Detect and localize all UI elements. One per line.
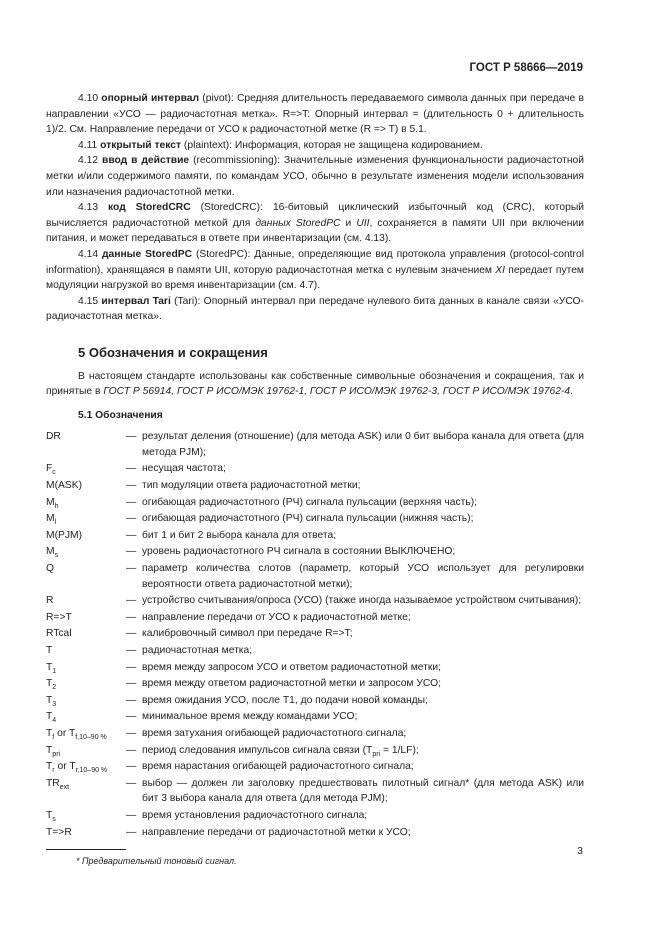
symbol-row (46, 429, 584, 460)
symbol: M(ASK) (46, 480, 83, 492)
symbol-dash: — (126, 645, 137, 656)
symbol-description: радиочастотная метка; (142, 645, 253, 656)
standard-header: ГОСТ Р 58666—2019 (469, 62, 583, 74)
symbol-row (46, 776, 584, 807)
term-name: открытый текст (100, 139, 182, 151)
symbol-row (46, 676, 584, 692)
symbol-row (46, 593, 584, 609)
symbol: $F_c$ (46, 463, 56, 477)
term-number: 4.15 (78, 295, 99, 307)
symbol-row (46, 478, 584, 494)
symbol: $T_s$ (46, 809, 56, 823)
symbol: M(PJM) (46, 529, 83, 541)
term-name: интервал Tari (101, 295, 171, 307)
symbol-description: бит 1 и бит 2 выбора канала для ответа; (142, 529, 337, 541)
symbol-dash: — (126, 463, 137, 475)
symbol-dash: — (126, 595, 137, 607)
symbol-dash: — (126, 529, 137, 541)
symbol-dash: — (126, 480, 137, 492)
term-paragraph (46, 200, 584, 247)
term-text: (StoredCRC): 16-битовый циклический избыточный код (CRC), который вычисляется радиочастотной меткой для (46, 202, 584, 229)
term-number: 4.14 (78, 248, 99, 260)
symbol-description: несущая частота; (142, 463, 226, 475)
page-content (46, 91, 584, 870)
term-text: (pivot): Средняя длительность передаваемого символа данных при передаче в направлении «УСО — радиочастотная метка». R=>T: Опорный интервал = (длительность 0 + длительность 1)/2. См. Направление передачи от УСО к радиочастотной метке (R => T) в 5.1. (46, 93, 584, 136)
symbol-description: период следования импульсов сигнала связи $(T_{pri} = 1/LF)$; (142, 744, 419, 758)
symbol: $TR_{ext}$ (46, 777, 70, 791)
symbol-row (46, 643, 584, 659)
symbol-description: время нарастания огибающей радиочастотного сигнала; (142, 761, 414, 773)
footnote-divider (46, 849, 126, 850)
symbol-description: направление передачи от УСО к радиочастотной метке; (142, 611, 411, 623)
symbol-row (46, 693, 584, 709)
symbol: T=>R (46, 826, 72, 838)
symbol: Q (46, 563, 55, 575)
symbol-description: огибающая радиочастотного (РЧ) сигнала пульсации (нижняя часть); (142, 513, 474, 525)
symbol-description: направление передачи от радиочастотной метки к УСО; (142, 826, 411, 838)
term-paragraph (46, 138, 584, 154)
symbol-description: время ожидания УСО, после T1, до подачи новой команды; (142, 694, 428, 706)
symbol-description: параметр количества слотов (параметр, который УСО использует для регулировки вероятности ответа радиочастотной метки); (142, 563, 584, 590)
symbol-row (46, 511, 584, 527)
symbol-description: калибровочный символ при передаче R=>T; (142, 628, 353, 640)
term-text: и (340, 217, 357, 229)
intro-text: В настоящем стандарте использованы как собственные символьные обозначения и сокращения, так и принятые в (46, 370, 584, 398)
symbol-dash: — (126, 761, 137, 773)
term-name: ввод в действие (101, 155, 190, 167)
symbol-row (46, 610, 584, 626)
symbol-row (46, 626, 584, 642)
intro-text: . (570, 386, 573, 398)
symbol: $T_1$ (46, 661, 57, 675)
subsection-title: 5.1 Обозначения (78, 409, 163, 421)
term-name: данные StoredPC (101, 248, 193, 260)
symbol-description: время установления радиочастотного сигнала; (142, 809, 368, 821)
symbol-dash: — (126, 711, 137, 723)
symbol: $T_f$ or $T_{f,10-90 \%}$ (46, 727, 107, 741)
symbol-dash: — (126, 628, 137, 640)
symbol-dash: — (126, 678, 137, 690)
symbol-description: время между запросом УСО и ответом радиочастотной метки; (142, 661, 441, 673)
term-name: опорный интервал (101, 93, 200, 104)
symbol-dash: — (126, 563, 137, 575)
symbol: R=>T (46, 611, 72, 623)
symbol-description: уровень радиочастотного РЧ сигнала в состоянии ВЫКЛЮЧЕНО; (142, 546, 456, 558)
symbol: $M_s$ (46, 546, 59, 560)
symbol-description: время между ответом радиочастотной метки и запросом УСО; (142, 678, 441, 690)
symbol-dash: — (126, 777, 137, 789)
term-paragraph (46, 294, 584, 325)
symbol-row (46, 495, 584, 511)
symbol-description: время затухания огибающей радиочастотного сигнала; (142, 727, 407, 739)
symbol-dash: — (126, 611, 137, 623)
term-text: передает путем модуляции нагрузкой во время инвентаризации (см. 4.7). (46, 264, 585, 292)
symbol-dash: — (126, 744, 137, 756)
term-number: 4.11 (78, 139, 98, 151)
section-intro (46, 369, 584, 400)
term-text: (plaintext): Информация, которая не защищена кодированием. (181, 139, 483, 151)
term-number: 4.10 (78, 93, 99, 104)
symbol-row (46, 461, 584, 477)
symbol-dash: — (126, 513, 137, 525)
symbol: DR (46, 431, 61, 443)
symbol-row (46, 709, 584, 725)
symbol-dash: — (126, 431, 137, 443)
symbol-dash: — (126, 496, 137, 508)
page-number: 3 (577, 845, 583, 857)
term-number: 4.13 (78, 202, 99, 214)
symbol: $T_r$ or $T_{r,10-90 \%}$ (46, 761, 108, 775)
symbol-description: минимальное время между командами УСО; (142, 711, 358, 723)
symbol-row (46, 561, 584, 592)
symbol-row (46, 726, 584, 742)
symbol: RTcal (46, 628, 72, 640)
term-text: (StoredPC): Данные, определяющие вид протокола управления (protocol-control information), хранящаяся в памяти UII, которую радиочастотная метка с нулевым значением (46, 248, 584, 276)
symbol: $T_4$ (46, 711, 57, 725)
symbol: $T_3$ (46, 694, 57, 708)
symbol-row (46, 528, 584, 544)
term-text-italic: UII (356, 217, 370, 229)
symbol-row (46, 808, 584, 824)
symbols-list (46, 429, 584, 840)
symbol: $T_2$ (46, 678, 57, 692)
symbol-description: тип модуляции ответа радиочастотной метки; (142, 480, 361, 492)
term-paragraph (46, 91, 584, 138)
symbol-dash: — (126, 826, 137, 838)
term-name: код StoredCRC (108, 202, 191, 214)
section-title: 5 Обозначения и сокращения (78, 344, 268, 360)
term-text: , сохраняется в памяти UII при включении питания, и может передаваться в ответе при инвентаризации (см. 4.13). (46, 217, 584, 245)
symbol-row (46, 660, 584, 676)
symbol: $M_h$ (46, 496, 59, 510)
symbol: T (46, 645, 53, 656)
symbol-dash: — (126, 546, 137, 558)
term-text: (Tari): Опорный интервал при передаче нулевого бита данных в канале связи «УСО-радиочастотная метка». (46, 295, 584, 323)
symbol-dash: — (126, 727, 137, 739)
symbol-description: огибающая радиочастотного (РЧ) сигнала пульсации (верхняя часть); (142, 496, 477, 508)
symbol-dash: — (126, 694, 137, 706)
intro-references: ГОСТ Р 56914, ГОСТ Р ИСО/МЭК 19762-1, ГОСТ Р ИСО/МЭК 19762-3, ГОСТ Р ИСО/МЭК 19762-4 (103, 386, 571, 398)
symbol-dash: — (126, 661, 137, 673)
term-paragraph (46, 247, 584, 294)
symbol-row (46, 743, 584, 759)
term-number: 4.12 (78, 155, 99, 167)
symbol: R (46, 595, 54, 607)
symbol-row (46, 825, 584, 841)
symbol: $M_l$ (46, 513, 57, 527)
symbol-row (46, 544, 584, 560)
symbol-row (46, 759, 584, 775)
symbol-description: устройство считывания/опроса (УСО) (также иногда называемое устройством считывания); (142, 595, 582, 607)
term-text-italic: XI (495, 264, 506, 276)
term-paragraph (46, 153, 584, 200)
term-text-italic: данных StoredPC (255, 217, 341, 229)
symbol: $T_{pri}$ (46, 744, 61, 758)
term-text: (recommissioning): Значительные изменения функциональности радиочастотной метки и/или содержимого памяти, по командам УСО, обычно в результате изменения модели использования или назначения радиочастотной метки. (46, 155, 584, 198)
symbol-description: выбор — должен ли заголовку предшествовать пилотный сигнал* (для метода ASK) или бит 3 выбора канала для ответа (для метода PJM); (142, 777, 584, 805)
symbol-description: результат деления (отношение) (для метода ASK) или 0 бит выбора канала для ответа (для метода PJM); (142, 431, 584, 458)
symbol-dash: — (126, 809, 137, 821)
footnote: * Предварительный тоновый сигнал. (76, 856, 237, 867)
